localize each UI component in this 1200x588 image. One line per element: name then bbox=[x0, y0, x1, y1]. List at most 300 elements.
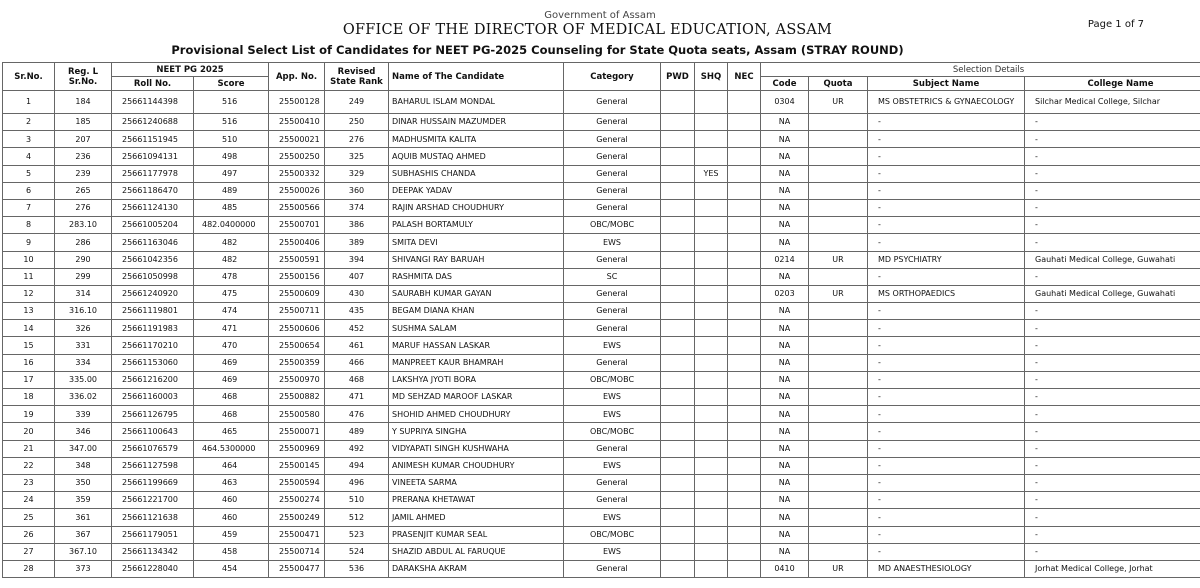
cell-app: 25500969 bbox=[269, 440, 325, 457]
col-group-neet: NEET PG 2025 bbox=[112, 63, 269, 77]
cell-pwd bbox=[661, 234, 695, 251]
cell-reg: 299 bbox=[55, 268, 112, 285]
table-row bbox=[3, 285, 1200, 302]
cell-roll: 25661127598 bbox=[112, 457, 194, 474]
cell-name: DINAR HUSSAIN MAZUMDER bbox=[389, 114, 564, 131]
cell-reg: 335.00 bbox=[55, 371, 112, 388]
cell-pwd bbox=[661, 560, 695, 577]
cell-name: SHIVANGI RAY BARUAH bbox=[389, 251, 564, 268]
cell-nec bbox=[728, 114, 761, 131]
cell-college: - bbox=[1025, 337, 1200, 354]
cell-roll: 25661163046 bbox=[112, 234, 194, 251]
cell-quota bbox=[809, 148, 868, 165]
cell-sr: 13 bbox=[3, 303, 55, 320]
cell-category: OBC/MOBC bbox=[564, 526, 661, 543]
cell-code: NA bbox=[761, 148, 809, 165]
cell-app: 25500156 bbox=[269, 268, 325, 285]
cell-pwd bbox=[661, 320, 695, 337]
cell-score: 463 bbox=[194, 474, 269, 491]
cell-college: - bbox=[1025, 389, 1200, 406]
cell-college: - bbox=[1025, 492, 1200, 509]
cell-sr: 12 bbox=[3, 285, 55, 302]
cell-nec bbox=[728, 423, 761, 440]
cell-app: 25500406 bbox=[269, 234, 325, 251]
cell-nec bbox=[728, 389, 761, 406]
cell-name: VINEETA SARMA bbox=[389, 474, 564, 491]
cell-college: - bbox=[1025, 354, 1200, 371]
cell-app: 25500882 bbox=[269, 389, 325, 406]
cell-shq bbox=[695, 337, 728, 354]
table-row bbox=[3, 199, 1200, 216]
cell-app: 25500332 bbox=[269, 165, 325, 182]
header-row-top bbox=[3, 63, 1200, 77]
cell-subject: - bbox=[868, 371, 1025, 388]
cell-shq bbox=[695, 217, 728, 234]
cell-pwd bbox=[661, 509, 695, 526]
col-reg-bottom: Sr.No. bbox=[68, 76, 98, 87]
cell-reg: 367 bbox=[55, 526, 112, 543]
cell-category: SC bbox=[564, 268, 661, 285]
cell-sr: 24 bbox=[3, 492, 55, 509]
cell-app: 25500026 bbox=[269, 182, 325, 199]
cell-pwd bbox=[661, 114, 695, 131]
cell-rank: 452 bbox=[325, 320, 389, 337]
cell-code: NA bbox=[761, 303, 809, 320]
cell-name: SHOHID AHMED CHOUDHURY bbox=[389, 406, 564, 423]
cell-college: - bbox=[1025, 165, 1200, 182]
cell-shq bbox=[695, 457, 728, 474]
cell-reg: 346 bbox=[55, 423, 112, 440]
cell-category: General bbox=[564, 320, 661, 337]
cell-shq bbox=[695, 423, 728, 440]
cell-roll: 25661050998 bbox=[112, 268, 194, 285]
cell-subject: - bbox=[868, 182, 1025, 199]
cell-score: 510 bbox=[194, 131, 269, 148]
table-row bbox=[3, 114, 1200, 131]
cell-sr: 15 bbox=[3, 337, 55, 354]
cell-college: - bbox=[1025, 131, 1200, 148]
cell-college: - bbox=[1025, 526, 1200, 543]
cell-score: 470 bbox=[194, 337, 269, 354]
cell-subject: - bbox=[868, 165, 1025, 182]
cell-sr: 6 bbox=[3, 182, 55, 199]
cell-rank: 407 bbox=[325, 268, 389, 285]
cell-code: NA bbox=[761, 337, 809, 354]
table-row bbox=[3, 457, 1200, 474]
cell-code: NA bbox=[761, 234, 809, 251]
cell-subject: - bbox=[868, 268, 1025, 285]
cell-app: 25500970 bbox=[269, 371, 325, 388]
cell-nec bbox=[728, 234, 761, 251]
cell-sr: 3 bbox=[3, 131, 55, 148]
cell-quota bbox=[809, 131, 868, 148]
cell-code: NA bbox=[761, 268, 809, 285]
cell-pwd bbox=[661, 526, 695, 543]
cell-score: 454 bbox=[194, 560, 269, 577]
cell-score: 475 bbox=[194, 285, 269, 302]
cell-name: DARAKSHA AKRAM bbox=[389, 560, 564, 577]
cell-nec bbox=[728, 457, 761, 474]
cell-name: SUSHMA SALAM bbox=[389, 320, 564, 337]
cell-code: NA bbox=[761, 114, 809, 131]
cell-code: NA bbox=[761, 320, 809, 337]
cell-sr: 17 bbox=[3, 371, 55, 388]
cell-score: 516 bbox=[194, 91, 269, 114]
cell-quota bbox=[809, 457, 868, 474]
cell-roll: 25661170210 bbox=[112, 337, 194, 354]
cell-shq bbox=[695, 182, 728, 199]
cell-sr: 5 bbox=[3, 165, 55, 182]
cell-name: MD SEHZAD MAROOF LASKAR bbox=[389, 389, 564, 406]
cell-roll: 25661199669 bbox=[112, 474, 194, 491]
cell-sr: 7 bbox=[3, 199, 55, 216]
cell-category: EWS bbox=[564, 509, 661, 526]
cell-shq bbox=[695, 148, 728, 165]
table-row bbox=[3, 389, 1200, 406]
cell-quota bbox=[809, 182, 868, 199]
cell-category: OBC/MOBC bbox=[564, 217, 661, 234]
cell-sr: 21 bbox=[3, 440, 55, 457]
cell-college: Gauhati Medical College, Guwahati bbox=[1025, 285, 1200, 302]
cell-rank: 276 bbox=[325, 131, 389, 148]
cell-subject: - bbox=[868, 440, 1025, 457]
cell-roll: 25661221700 bbox=[112, 492, 194, 509]
table-row bbox=[3, 560, 1200, 577]
cell-subject: - bbox=[868, 457, 1025, 474]
cell-shq bbox=[695, 406, 728, 423]
table-row bbox=[3, 303, 1200, 320]
cell-college: - bbox=[1025, 114, 1200, 131]
cell-sr: 23 bbox=[3, 474, 55, 491]
cell-app: 25500591 bbox=[269, 251, 325, 268]
cell-shq bbox=[695, 91, 728, 114]
cell-subject: - bbox=[868, 389, 1025, 406]
cell-name: BEGAM DIANA KHAN bbox=[389, 303, 564, 320]
cell-reg: 347.00 bbox=[55, 440, 112, 457]
cell-category: General bbox=[564, 91, 661, 114]
cell-roll: 25661134342 bbox=[112, 543, 194, 560]
cell-reg: 331 bbox=[55, 337, 112, 354]
cell-name: PALASH BORTAMULY bbox=[389, 217, 564, 234]
cell-reg: 326 bbox=[55, 320, 112, 337]
cell-score: 489 bbox=[194, 182, 269, 199]
cell-rank: 461 bbox=[325, 337, 389, 354]
cell-rank: 325 bbox=[325, 148, 389, 165]
cell-code: 0203 bbox=[761, 285, 809, 302]
office-title: OFFICE OF THE DIRECTOR OF MEDICAL EDUCATION, ASSAM bbox=[342, 22, 833, 38]
cell-reg: 236 bbox=[55, 148, 112, 165]
cell-name: RAJIN ARSHAD CHOUDHURY bbox=[389, 199, 564, 216]
cell-app: 25500477 bbox=[269, 560, 325, 577]
cell-category: General bbox=[564, 165, 661, 182]
page-indicator: Page 1 of 7 bbox=[1087, 19, 1144, 30]
cell-pwd bbox=[661, 354, 695, 371]
cell-subject: - bbox=[868, 474, 1025, 491]
cell-rank: 468 bbox=[325, 371, 389, 388]
cell-reg: 283.10 bbox=[55, 217, 112, 234]
cell-subject: MD PSYCHIATRY bbox=[868, 251, 1025, 268]
cell-pwd bbox=[661, 423, 695, 440]
cell-nec bbox=[728, 182, 761, 199]
cell-nec bbox=[728, 492, 761, 509]
cell-college: - bbox=[1025, 543, 1200, 560]
cell-name: AQUIB MUSTAQ AHMED bbox=[389, 148, 564, 165]
col-sr-no: Sr.No. bbox=[3, 63, 55, 91]
cell-subject: - bbox=[868, 509, 1025, 526]
cell-sr: 4 bbox=[3, 148, 55, 165]
cell-nec bbox=[728, 560, 761, 577]
select-list-table bbox=[2, 62, 1200, 578]
cell-reg: 359 bbox=[55, 492, 112, 509]
cell-nec bbox=[728, 148, 761, 165]
cell-sr: 2 bbox=[3, 114, 55, 131]
cell-category: EWS bbox=[564, 234, 661, 251]
table-row bbox=[3, 234, 1200, 251]
cell-category: General bbox=[564, 285, 661, 302]
cell-rank: 510 bbox=[325, 492, 389, 509]
cell-subject: - bbox=[868, 131, 1025, 148]
cell-quota: UR bbox=[809, 91, 868, 114]
cell-college: - bbox=[1025, 440, 1200, 457]
cell-sr: 26 bbox=[3, 526, 55, 543]
cell-roll: 25661126795 bbox=[112, 406, 194, 423]
cell-category: General bbox=[564, 131, 661, 148]
cell-nec bbox=[728, 509, 761, 526]
cell-shq bbox=[695, 440, 728, 457]
cell-app: 25500071 bbox=[269, 423, 325, 440]
cell-category: General bbox=[564, 303, 661, 320]
cell-roll: 25661005204 bbox=[112, 217, 194, 234]
cell-pwd bbox=[661, 251, 695, 268]
cell-score: 464.5300000 bbox=[194, 440, 269, 457]
cell-subject: - bbox=[868, 526, 1025, 543]
col-college: College Name bbox=[1025, 77, 1200, 91]
cell-nec bbox=[728, 474, 761, 491]
cell-nec bbox=[728, 371, 761, 388]
cell-rank: 494 bbox=[325, 457, 389, 474]
table-row bbox=[3, 423, 1200, 440]
cell-roll: 25661094131 bbox=[112, 148, 194, 165]
cell-score: 468 bbox=[194, 406, 269, 423]
cell-name: JAMIL AHMED bbox=[389, 509, 564, 526]
col-quota: Quota bbox=[809, 77, 868, 91]
cell-subject: - bbox=[868, 543, 1025, 560]
cell-roll: 25661119801 bbox=[112, 303, 194, 320]
cell-nec bbox=[728, 526, 761, 543]
cell-quota bbox=[809, 217, 868, 234]
cell-reg: 348 bbox=[55, 457, 112, 474]
cell-name: PRASENJIT KUMAR SEAL bbox=[389, 526, 564, 543]
cell-quota bbox=[809, 320, 868, 337]
cell-roll: 25661216200 bbox=[112, 371, 194, 388]
cell-nec bbox=[728, 320, 761, 337]
cell-nec bbox=[728, 354, 761, 371]
cell-score: 485 bbox=[194, 199, 269, 216]
cell-quota bbox=[809, 526, 868, 543]
table-row bbox=[3, 337, 1200, 354]
cell-sr: 8 bbox=[3, 217, 55, 234]
cell-quota bbox=[809, 114, 868, 131]
cell-shq bbox=[695, 543, 728, 560]
cell-quota bbox=[809, 423, 868, 440]
cell-roll: 25661177978 bbox=[112, 165, 194, 182]
cell-roll: 25661076579 bbox=[112, 440, 194, 457]
cell-reg: 207 bbox=[55, 131, 112, 148]
cell-nec bbox=[728, 165, 761, 182]
cell-pwd bbox=[661, 148, 695, 165]
cell-college: - bbox=[1025, 423, 1200, 440]
cell-reg: 339 bbox=[55, 406, 112, 423]
cell-subject: - bbox=[868, 320, 1025, 337]
cell-sr: 10 bbox=[3, 251, 55, 268]
cell-score: 468 bbox=[194, 389, 269, 406]
cell-code: NA bbox=[761, 509, 809, 526]
cell-reg: 361 bbox=[55, 509, 112, 526]
cell-code: NA bbox=[761, 457, 809, 474]
cell-shq bbox=[695, 389, 728, 406]
cell-category: General bbox=[564, 354, 661, 371]
cell-sr: 18 bbox=[3, 389, 55, 406]
cell-app: 25500580 bbox=[269, 406, 325, 423]
cell-nec bbox=[728, 131, 761, 148]
cell-subject: - bbox=[868, 492, 1025, 509]
cell-college: - bbox=[1025, 509, 1200, 526]
table-row bbox=[3, 371, 1200, 388]
cell-shq bbox=[695, 285, 728, 302]
cell-pwd bbox=[661, 457, 695, 474]
cell-subject: - bbox=[868, 423, 1025, 440]
cell-shq bbox=[695, 131, 728, 148]
table-row bbox=[3, 320, 1200, 337]
cell-rank: 523 bbox=[325, 526, 389, 543]
cell-sr: 27 bbox=[3, 543, 55, 560]
cell-score: 464 bbox=[194, 457, 269, 474]
cell-pwd bbox=[661, 337, 695, 354]
cell-roll: 25661153060 bbox=[112, 354, 194, 371]
cell-nec bbox=[728, 268, 761, 285]
cell-college: - bbox=[1025, 148, 1200, 165]
cell-reg: 185 bbox=[55, 114, 112, 131]
cell-sr: 14 bbox=[3, 320, 55, 337]
cell-category: General bbox=[564, 474, 661, 491]
cell-quota bbox=[809, 234, 868, 251]
cell-nec bbox=[728, 440, 761, 457]
cell-code: 0410 bbox=[761, 560, 809, 577]
cell-score: 460 bbox=[194, 492, 269, 509]
cell-sr: 9 bbox=[3, 234, 55, 251]
col-score: Score bbox=[194, 77, 269, 91]
cell-subject: - bbox=[868, 406, 1025, 423]
cell-score: 482 bbox=[194, 251, 269, 268]
cell-nec bbox=[728, 543, 761, 560]
cell-score: 516 bbox=[194, 114, 269, 131]
cell-pwd bbox=[661, 492, 695, 509]
cell-score: 469 bbox=[194, 371, 269, 388]
cell-quota bbox=[809, 474, 868, 491]
cell-code: NA bbox=[761, 543, 809, 560]
cell-college: Gauhati Medical College, Guwahati bbox=[1025, 251, 1200, 268]
cell-rank: 329 bbox=[325, 165, 389, 182]
cell-nec bbox=[728, 337, 761, 354]
cell-app: 25500654 bbox=[269, 337, 325, 354]
cell-app: 25500606 bbox=[269, 320, 325, 337]
cell-shq bbox=[695, 199, 728, 216]
table-row bbox=[3, 217, 1200, 234]
cell-roll: 25661100643 bbox=[112, 423, 194, 440]
cell-code: NA bbox=[761, 423, 809, 440]
cell-reg: 316.10 bbox=[55, 303, 112, 320]
cell-rank: 389 bbox=[325, 234, 389, 251]
table-row bbox=[3, 354, 1200, 371]
cell-reg: 373 bbox=[55, 560, 112, 577]
cell-name: SMITA DEVI bbox=[389, 234, 564, 251]
cell-app: 25500594 bbox=[269, 474, 325, 491]
cell-code: NA bbox=[761, 526, 809, 543]
cell-subject: - bbox=[868, 114, 1025, 131]
cell-score: 482.0400000 bbox=[194, 217, 269, 234]
cell-roll: 25661240920 bbox=[112, 285, 194, 302]
cell-sr: 1 bbox=[3, 91, 55, 114]
cell-roll: 25661179051 bbox=[112, 526, 194, 543]
cell-pwd bbox=[661, 303, 695, 320]
cell-score: 482 bbox=[194, 234, 269, 251]
cell-category: General bbox=[564, 492, 661, 509]
cell-score: 459 bbox=[194, 526, 269, 543]
cell-nec bbox=[728, 285, 761, 302]
table-row bbox=[3, 474, 1200, 491]
cell-reg: 350 bbox=[55, 474, 112, 491]
cell-subject: MD ANAESTHESIOLOGY bbox=[868, 560, 1025, 577]
cell-app: 25500410 bbox=[269, 114, 325, 131]
cell-score: 497 bbox=[194, 165, 269, 182]
cell-subject: - bbox=[868, 199, 1025, 216]
cell-code: NA bbox=[761, 165, 809, 182]
cell-category: General bbox=[564, 114, 661, 131]
table-row bbox=[3, 440, 1200, 457]
cell-pwd bbox=[661, 131, 695, 148]
cell-code: NA bbox=[761, 354, 809, 371]
cell-pwd bbox=[661, 371, 695, 388]
cell-shq bbox=[695, 492, 728, 509]
cell-name: BAHARUL ISLAM MONDAL bbox=[389, 91, 564, 114]
cell-category: EWS bbox=[564, 406, 661, 423]
cell-roll: 25661042356 bbox=[112, 251, 194, 268]
cell-quota bbox=[809, 492, 868, 509]
cell-rank: 430 bbox=[325, 285, 389, 302]
cell-app: 25500566 bbox=[269, 199, 325, 216]
table-body bbox=[3, 91, 1200, 578]
cell-roll: 25661228040 bbox=[112, 560, 194, 577]
cell-shq bbox=[695, 560, 728, 577]
cell-rank: 492 bbox=[325, 440, 389, 457]
cell-subject: MS OBSTETRICS & GYNAECOLOGY bbox=[868, 91, 1025, 114]
cell-roll: 25661121638 bbox=[112, 509, 194, 526]
cell-pwd bbox=[661, 199, 695, 216]
cell-name: MADHUSMITA KALITA bbox=[389, 131, 564, 148]
cell-subject: MS ORTHOPAEDICS bbox=[868, 285, 1025, 302]
cell-nec bbox=[728, 406, 761, 423]
cell-college: - bbox=[1025, 217, 1200, 234]
cell-shq bbox=[695, 320, 728, 337]
cell-pwd bbox=[661, 406, 695, 423]
cell-app: 25500711 bbox=[269, 303, 325, 320]
cell-college: - bbox=[1025, 371, 1200, 388]
cell-quota: UR bbox=[809, 285, 868, 302]
cell-pwd bbox=[661, 440, 695, 457]
table-row bbox=[3, 406, 1200, 423]
cell-quota bbox=[809, 165, 868, 182]
cell-reg: 276 bbox=[55, 199, 112, 216]
